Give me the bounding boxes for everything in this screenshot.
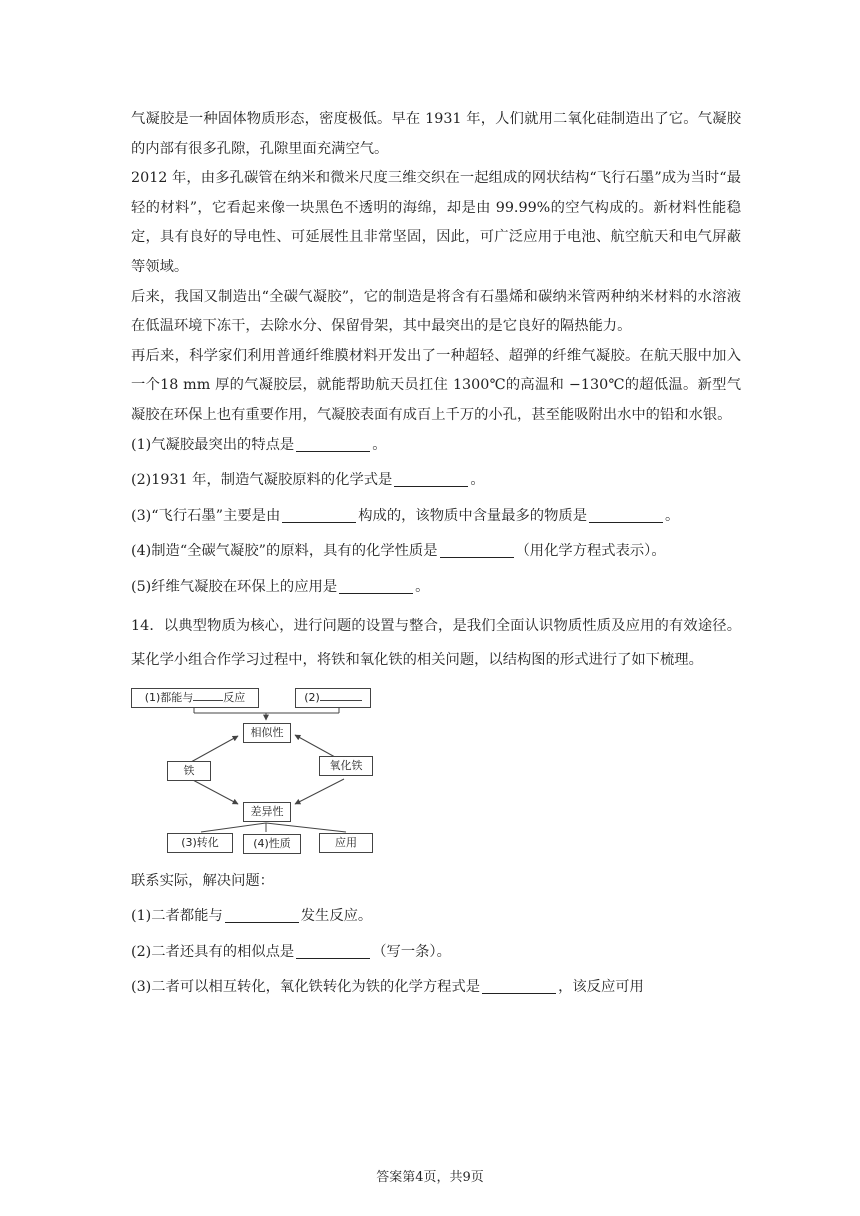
answer-blank[interactable] <box>482 979 556 994</box>
question-14-lead: 联系实际，解决问题： <box>131 872 274 889</box>
passage-paragraph: 后来，我国又制造出“全碳气凝胶”，它的制造是将含有石墨烯和碳纳米管两种纳米材料的水溶液在低温环境下冻干，去除水分、保留骨架，其中最突出的是它良好的隔热能力。 <box>131 288 741 335</box>
question-13-2: (2)1931 年，制造气凝胶原料的化学式是 。 <box>131 472 485 489</box>
answer-blank[interactable] <box>296 436 370 451</box>
question-13-3: (3)“飞行石墨”主要是由 构成的，该物质中含量最多的物质是 。 <box>131 507 680 524</box>
answer-blank[interactable] <box>225 908 299 923</box>
diagram-box-application: 应用 <box>319 833 373 853</box>
question-14-intro: 14．以典型物质为核心，进行问题的设置与整合，是我们全面认识物质性质及应用的有效途径。某化学小组合作学习过程中，将铁和氧化铁的相关问题，以结构图的形式进行了如下梳理。 <box>131 617 741 668</box>
answer-blank[interactable] <box>589 507 663 522</box>
answer-blank[interactable] <box>440 543 514 558</box>
diagram-box-properties: (4)性质 <box>243 834 301 854</box>
question-13-4: (4)制造“全碳气凝胶”的原料，具有的化学性质是 （用化学方程式表示）。 <box>131 543 666 560</box>
structure-diagram <box>131 687 381 857</box>
question-13-1: (1)气凝胶最突出的特点是 。 <box>131 436 387 453</box>
answer-blank[interactable] <box>394 472 468 487</box>
passage-paragraph: 气凝胶是一种固体物质形态，密度极低。早在 1931 年，人们就用二氧化硅制造出了它。气凝胶的内部有很多孔隙，孔隙里面充满空气。 <box>131 111 741 157</box>
question-14-1: (1)二者都能与 发生反应。 <box>131 908 373 925</box>
passage-paragraph: 2012 年，由多孔碳管在纳米和微米尺度三维交织在一起组成的网状结构“飞行石墨”成为当时“最轻的材料”，它看起来像一块黑色不透明的海绵，却是由 99.99%的空气构成的。新材料性能稳定，具有良好的导电性、可延展性且非常坚固，因此，可广泛应用于电池、航空航天和电气屏蔽等领域。 <box>131 170 741 275</box>
diagram-box-2: (2) <box>295 688 371 708</box>
passage-paragraph: 再后来，科学家们利用普通纤维膜材料开发出了一种超轻、超弹的纤维气凝胶。在航天服中加入一个18 mm 厚的气凝胶层，就能帮助航天员扛住 1300℃的高温和 −130℃的超低温。新型气凝胶在环保上也有重要作用，气凝胶表面有成百上千万的小孔，甚至能吸附出水中的铅和水银。 <box>131 347 741 423</box>
answer-blank[interactable] <box>282 507 356 522</box>
question-14-2: (2)二者还具有的相似点是 （写一条）。 <box>131 943 451 960</box>
diagram-box-difference: 差异性 <box>243 802 291 822</box>
page-content <box>131 105 741 1003</box>
question-13-5: (5)纤维气凝胶在环保上的应用是 。 <box>131 578 430 595</box>
answer-blank[interactable] <box>339 579 413 594</box>
diagram-box-react: (1)都能与 反应 <box>131 688 259 708</box>
question-14-3: (3)二者可以相互转化，氧化铁转化为铁的化学方程式是 ，该反应可用 <box>131 979 644 996</box>
diagram-box-iron: 铁 <box>167 761 211 781</box>
diagram-box-conversion: (3)转化 <box>167 833 233 853</box>
answer-blank[interactable] <box>296 943 370 958</box>
page-footer: 答案第4页，共9页 <box>376 1170 484 1185</box>
diagram-box-iron-oxide: 氧化铁 <box>319 756 373 776</box>
diagram-box-similarity: 相似性 <box>243 723 291 743</box>
